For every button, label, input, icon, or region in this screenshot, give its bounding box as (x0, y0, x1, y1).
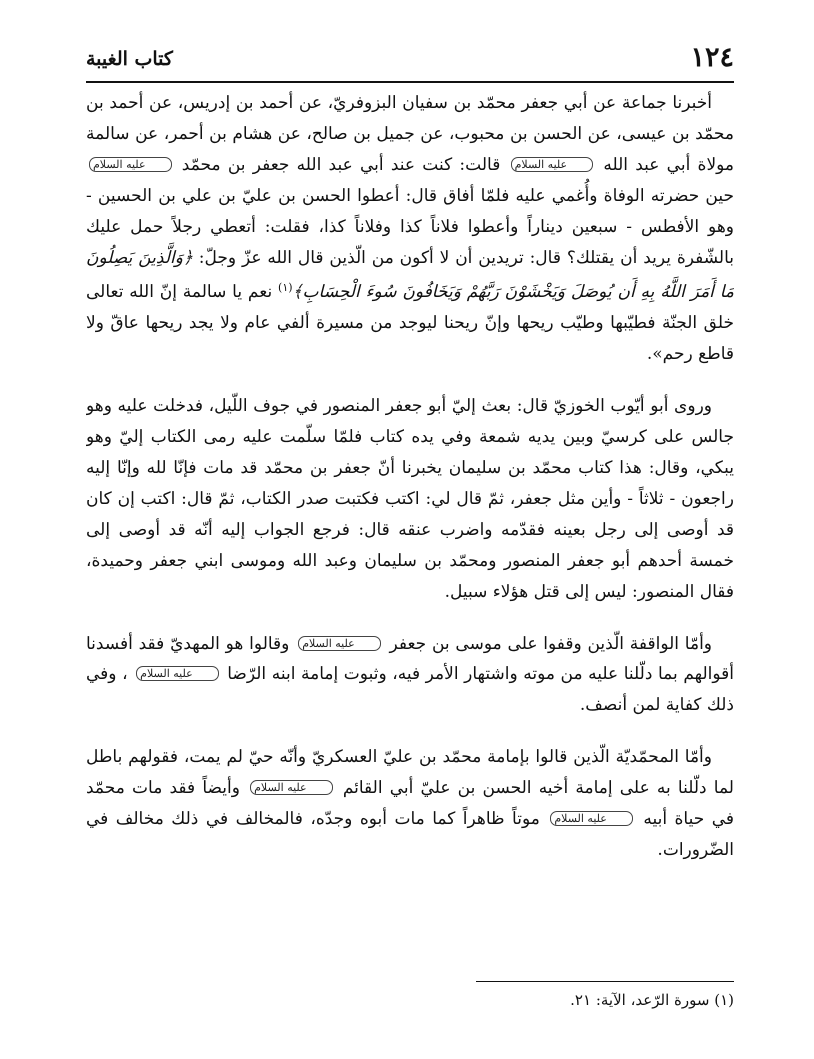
footnote-divider (476, 981, 734, 982)
honorific-seal: عليه السلام (298, 636, 381, 651)
footnote (86, 988, 734, 1018)
paragraph-text: وأمّا الواقفة الّذين وقفوا على موسى بن جعفر (389, 633, 713, 654)
paragraph-text: وأمّا المحمّديّة الّذين قالوا بإمامة محمّد بن عليّ العسكريّ وأنّه حيّ لم يمت، فقولهم باطل لما دلّلنا به على إمامة أخيه الحسن بن عليّ أبي القائم (86, 747, 734, 799)
paragraph-text: وقالوا هو المهديّ فقد أفسدنا أقوالهم بما دلّلنا عليه من موته واشتهار الأمر فيه، وثبوت إمامة ابنه الرّضا (86, 633, 734, 685)
paragraph-text: حين حضرته الوفاة وأُغمي عليه فلمّا أفاق قال: أعطوا الحسن بن عليّ بن علي بن الحسين - وهو الأفطس - سبعين ديناراً وأعطوا فلاناً كذا وفلاناً كذا، فقلت: أتعطي رجلاً حمل عليك بالشّفرة يريد أن يقتلك؟ قال: تريدين أن لا أكون من الّذين قال الله عزّ وجلّ: (86, 185, 734, 268)
paragraph-3 (86, 629, 734, 722)
page-header (86, 40, 734, 80)
paragraph-4 (86, 742, 734, 866)
paragraph-2 (86, 391, 734, 607)
paragraph-text: وأيضاً فقد مات محمّد في حياة أبيه (86, 778, 734, 830)
footnote-reference: (١) (278, 281, 293, 295)
paragraph-text: ، وفي ذلك كفاية لمن أنصف. (86, 664, 734, 716)
quran-verse: ﴿وَالَّذِينَ يَصِلُونَ مَا أَمَرَ اللَّهُ بِهِ أَن يُوصَلَ وَيَخْشَوْنَ رَبَّهُمْ وَيَخَافُونَ سُوءَ الْحِسَابِ﴾ (86, 247, 734, 303)
book-title: كتاب الغيبة (86, 48, 173, 70)
paragraph-text: قالت: كنت عند أبي عبد الله جعفر بن محمّد (181, 154, 501, 175)
paragraph-text: أخبرنا جماعة عن أبي جعفر محمّد بن سفيان البزوفريّ، عن أحمد بن إدريس، عن أحمد بن محمّد بن عيسى، عن الحسن بن محبوب، عن جميل بن صالح، عن هشام بن أحمر، عن سالمة مولاة أبي عبد الله (86, 93, 734, 175)
honorific-seal: عليه السلام (136, 666, 219, 681)
footnote-text: (١) سورة الرّعد، الآية: ٢١. (570, 991, 734, 1009)
page-body (86, 88, 734, 980)
honorific-seal: عليه السلام (89, 157, 172, 172)
honorific-seal: عليه السلام (250, 780, 333, 795)
page-number: ١٢٤ (690, 42, 734, 73)
header-divider (86, 81, 734, 83)
paragraph-text: نعم يا سالمة إنّ الله تعالى خلق الجنّة فطيّبها وطيّب ريحها وإنّ ريحنا ليوجد من مسيرة ألفي عام ولا يجد ريحها عاقّ ولا قاطع رحم». (86, 282, 734, 365)
paragraph-1 (86, 88, 734, 370)
paragraph-text: موتاً ظاهراً كما مات أبوه وجدّه، فالمخالف في ذلك مخالف في الضّرورات. (86, 809, 734, 860)
honorific-seal: عليه السلام (511, 157, 594, 172)
paragraph-text: وروى أبو أيّوب الخوزيّ قال: بعث إليّ أبو جعفر المنصور في جوف اللّيل، فدخلت عليه وهو جالس على كرسيّ وبين يديه شمعة وفي يده كتاب فلمّا سلّمت عليه رمى الكتاب إليّ وهو يبكي، وقال: هذا كتاب محمّد بن سليمان يخبرنا أنّ جعفر بن محمّد قد مات فإنّا لله وإنّا إليه راجعون - ثلاثاً - وأين مثل جعفر، ثمّ قال لي: اكتب فكتبت صدر الكتاب، ثمّ قال: اكتب إن كان قد أوصى إلى رجل بعينه فقدّمه واضرب عنقه قال: فرجع الجواب إليه أنّه قد أوصى إلى خمسة أحدهم أبو جعفر المنصور ومحمّد بن سليمان وعبد الله وموسى ابني جعفر وحميدة، فقال المنصور: ليس إلى قتل هؤلاء سبيل. (86, 396, 734, 602)
honorific-seal: عليه السلام (550, 811, 633, 826)
